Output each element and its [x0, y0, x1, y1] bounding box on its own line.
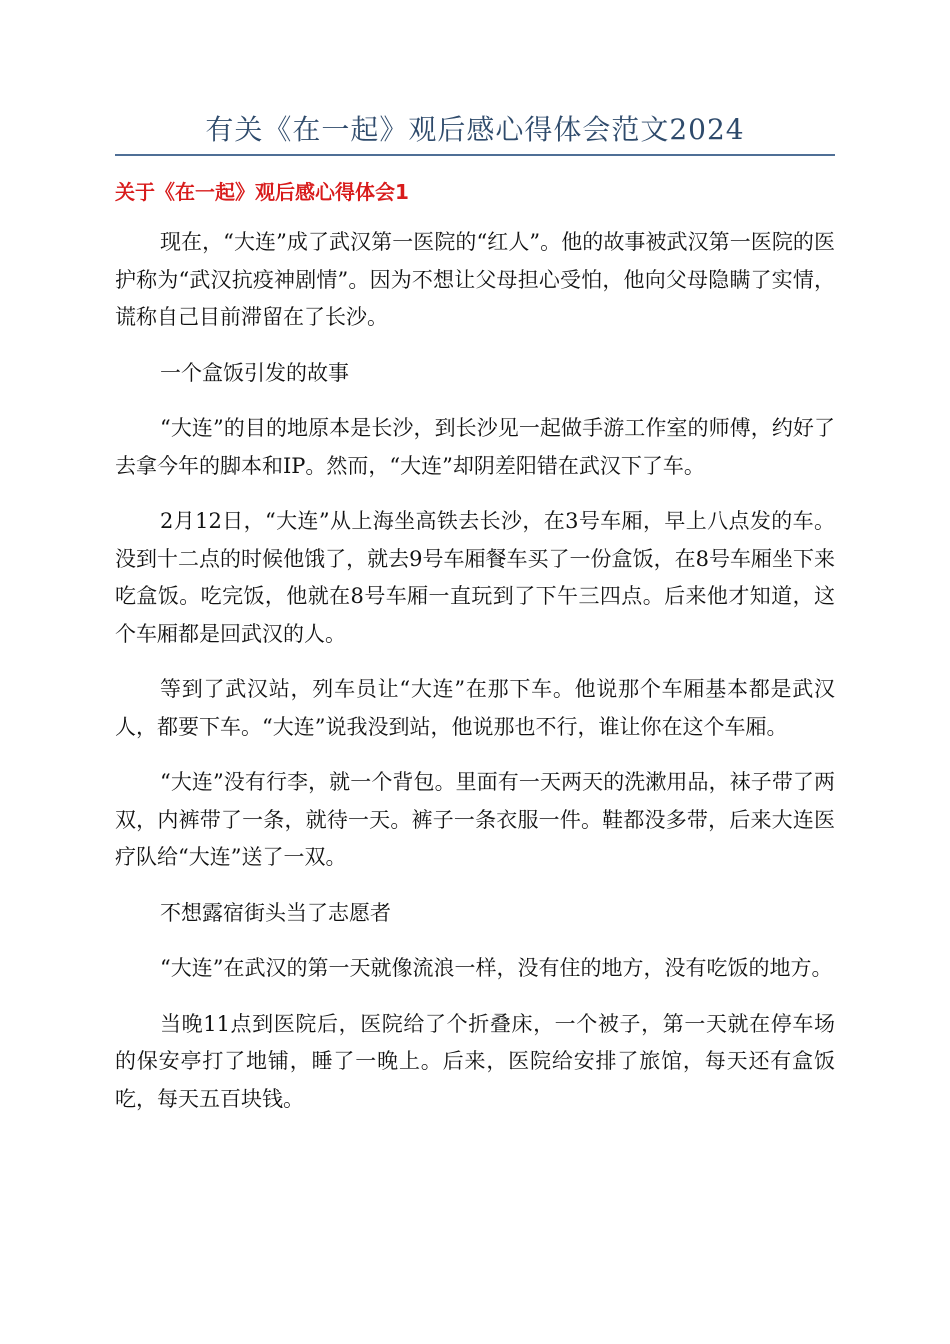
body-paragraph: “大连”没有行李，就一个背包。里面有一天两天的洗漱用品，袜子带了两双，内裤带了一条，就待一天。裤子一条衣服一件。鞋都没多带，后来大连医疗队给“大连”送了一双。 — [115, 770, 835, 869]
title-underline-divider — [115, 154, 835, 156]
subheading-paragraph: 不想露宿街头当了志愿者 — [160, 900, 391, 925]
body-paragraph: 2月12日，“大连”从上海坐高铁去长沙，在3号车厢，早上八点发的车。没到十二点的时候他饿了，就去9号车厢餐车买了一份盒饭，在8号车厢坐下来吃盒饭。吃完饭，他就在8号车厢一直玩到了下午三四点。后来他才知道，这个车厢都是回武汉的人。 — [115, 509, 835, 646]
section-heading: 关于《在一起》观后感心得体会1 — [115, 180, 409, 204]
body-paragraph: 当晚11点到医院后，医院给了个折叠床，一个被子，第一天就在停车场的保安亭打了地铺，睡了一晚上。后来，医院给安排了旅馆，每天还有盒饭吃，每天五百块钱。 — [115, 1011, 835, 1111]
body-paragraph: “大连”的目的地原本是长沙，到长沙见一起做手游工作室的师傅，约好了去拿今年的脚本和IP。然而，“大连”却阴差阳错在武汉下了车。 — [115, 416, 835, 478]
document-title: 有关《在一起》观后感心得体会范文2024 — [205, 113, 745, 146]
body-paragraph: “大连”在武汉的第一天就像流浪一样，没有住的地方，没有吃饭的地方。 — [160, 956, 833, 980]
document-body — [115, 224, 835, 1136]
body-paragraph: 等到了武汉站，列车员让“大连”在那下车。他说那个车厢基本都是武汉人，都要下车。“大连”说我没到站，他说那也不行，谁让你在这个车厢。 — [115, 677, 835, 739]
body-paragraph: 现在，“大连”成了武汉第一医院的“红人”。他的故事被武汉第一医院的医护称为“武汉抗疫神剧情”。因为不想让父母担心受怕，他向父母隐瞒了实情，谎称自己目前滞留在了长沙。 — [115, 230, 835, 329]
subheading-paragraph: 一个盒饭引发的故事 — [160, 360, 349, 385]
